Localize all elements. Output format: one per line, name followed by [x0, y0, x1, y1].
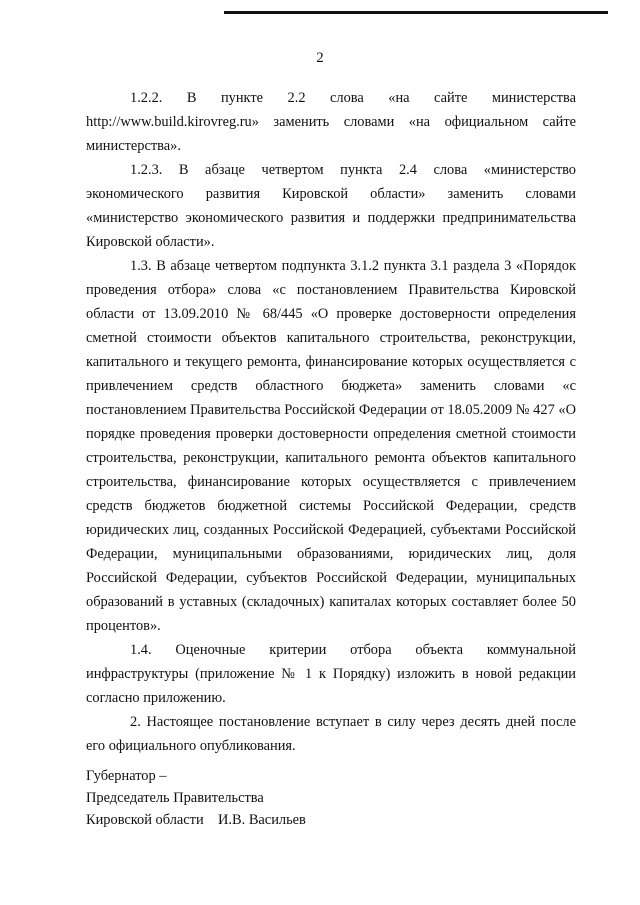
signature-name: Кировской области И.В. Васильев — [86, 812, 306, 828]
paragraph-1-2-3: 1.2.3. В абзаце четвертом пункта 2.4 слова «министерство экономического развития Кировской области» заменить словами «министерство экономического развития и поддержки предпринимательства Кировской области». — [86, 162, 576, 250]
signature-title: Губернатор – — [86, 768, 167, 784]
signature-block — [86, 765, 306, 831]
paragraph-1-2-2: 1.2.2. В пункте 2.2 слова «на сайте министерства http://www.build.kirovreg.ru» заменить словами «на официальном сайте министерства». — [86, 90, 576, 154]
page-number: 2 — [316, 50, 324, 66]
document-body — [86, 86, 576, 758]
signature-position: Председатель Правительства — [86, 790, 264, 806]
paragraph-1-4: 1.4. Оценочные критерии отбора объекта коммунальной инфраструктуры (приложение № 1 к Порядку) изложить в новой редакции согласно приложению. — [86, 642, 576, 706]
paragraph-1-3: 1.3. В абзаце четвертом подпункта 3.1.2 пункта 3.1 раздела 3 «Порядок проведения отбора» слова «с постановлением Правительства Кировской области от 13.09.2010 № 68/445 «О проверке достоверности определения сметной стоимости объектов капитального строительства, реконструкции, капитального и текущего ремонта, финансирование которых осуществляется с привлечением средств областного бюджета» заменить словами «с постановлением Правительства Российской Федерации от 18.05.2009 № 427 «О порядке проведения проверки достоверности определения сметной стоимости строительства, реконструкции, капитального ремонта объектов капитального строительства, финансирование которых осуществляется с привлечением средств бюджетов бюджетной системы Российской Федерации, средств юридических лиц, созданных Российской Федерацией, субъектами Российской Федерации, муниципальными образованиями, юридических лиц, доля Российской Федерации, субъектов Российской Федерации, муниципальных образований в уставных (складочных) капиталах которых составляет более 50 процентов». — [86, 258, 576, 634]
header-rule — [224, 11, 608, 14]
paragraph-2: 2. Настоящее постановление вступает в силу через десять дней после его официального опубликования. — [86, 714, 576, 754]
